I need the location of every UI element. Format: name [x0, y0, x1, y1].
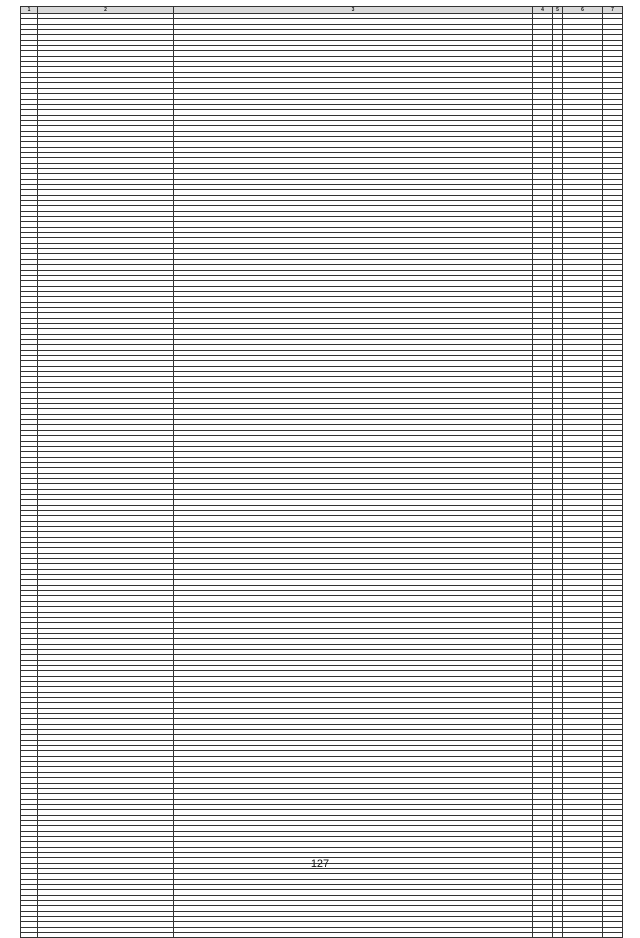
address-cell	[38, 933, 174, 938]
work-type-cell	[174, 933, 533, 938]
column-header: 5	[553, 7, 563, 14]
column-header: 3	[174, 7, 533, 14]
year-cell	[533, 933, 553, 938]
page-number: 127	[310, 858, 330, 870]
table-header-row	[21, 7, 623, 14]
column-header: 2	[38, 7, 174, 14]
row-number	[21, 933, 38, 938]
col7-cell	[603, 933, 623, 938]
table-row	[21, 933, 623, 938]
works-schedule-table	[20, 6, 623, 938]
col5-cell	[553, 933, 563, 938]
column-header: 1	[21, 7, 38, 14]
column-header: 6	[563, 7, 603, 14]
table-body	[21, 14, 623, 938]
column-header: 7	[603, 7, 623, 14]
column-header: 4	[533, 7, 553, 14]
period-cell	[563, 933, 603, 938]
